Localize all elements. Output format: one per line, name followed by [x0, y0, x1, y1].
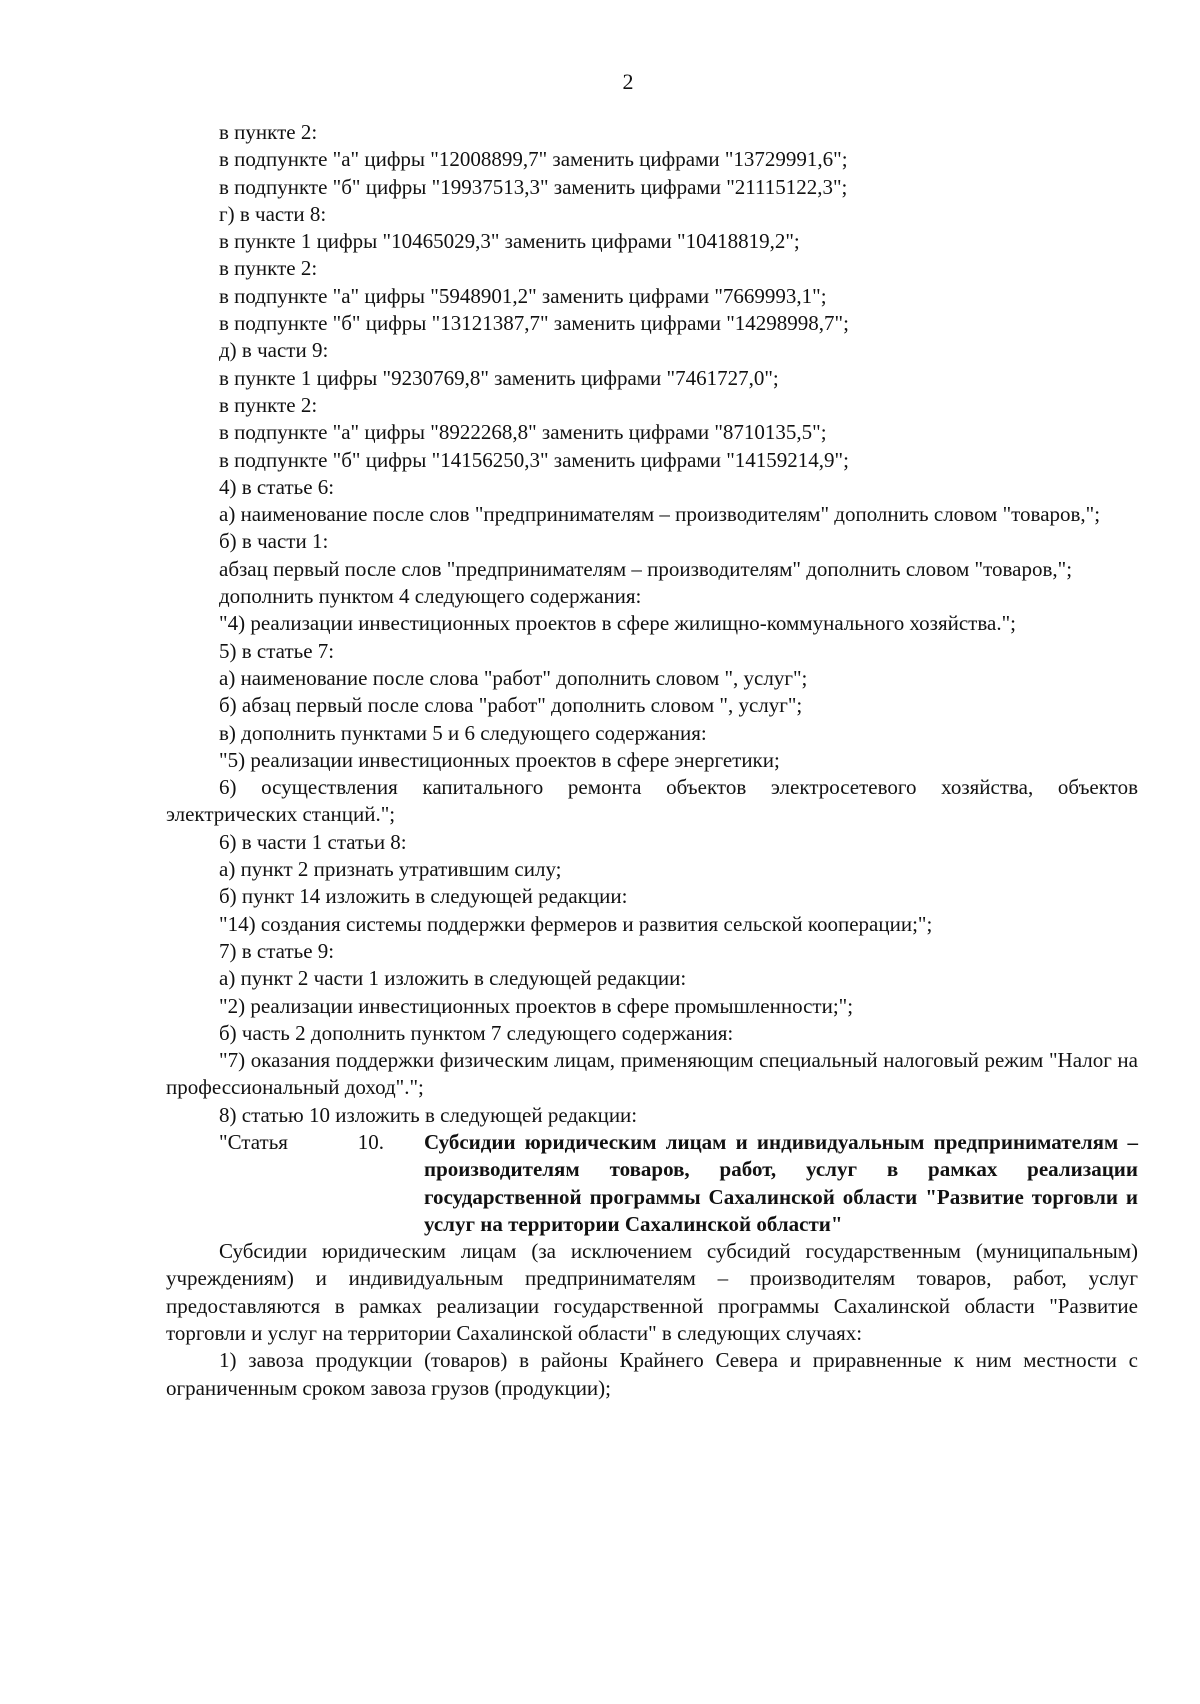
- article-word: "Статья: [219, 1129, 288, 1154]
- text-line: б) часть 2 дополнить пунктом 7 следующего содержания:: [219, 1020, 734, 1045]
- text-line: в подпункте "б" цифры "19937513,3" заменить цифрами "21115122,3";: [219, 174, 848, 199]
- text-line: в пункте 1 цифры "9230769,8" заменить цифрами "7461727,0";: [219, 365, 779, 390]
- text-line: б) пункт 14 изложить в следующей редакции:: [219, 884, 628, 909]
- text-line: 7) в статье 9:: [219, 938, 335, 963]
- text-line: "2) реализации инвестиционных проектов в сфере промышленности;";: [219, 993, 854, 1018]
- text-line: 6) в части 1 статьи 8:: [219, 829, 407, 854]
- text-line: в подпункте "а" цифры "8922268,8" заменить цифрами "8710135,5";: [219, 420, 827, 445]
- text-line: в подпункте "б" цифры "14156250,3" заменить цифрами "14159214,9";: [219, 447, 849, 472]
- text-line: в) дополнить пунктами 5 и 6 следующего содержания:: [219, 720, 707, 745]
- article-number: 10.: [357, 1129, 384, 1154]
- text-line: в подпункте "а" цифры "12008899,7" заменить цифрами "13729991,6";: [219, 147, 848, 172]
- text-line: "5) реализации инвестиционных проектов в сфере энергетики;: [219, 747, 780, 772]
- text-line: в пункте 2:: [219, 256, 318, 281]
- text-line: в подпункте "а" цифры "5948901,2" заменить цифрами "7669993,1";: [219, 283, 827, 308]
- page-number: 2: [622, 69, 634, 94]
- text-line: а) пункт 2 части 1 изложить в следующей редакции:: [219, 966, 687, 991]
- text-line: в пункте 2:: [219, 120, 318, 144]
- document-body: [166, 119, 1138, 1402]
- text-line: в подпункте "б" цифры "13121387,7" заменить цифрами "14298998,7";: [219, 311, 849, 336]
- article-label: [166, 1129, 424, 1238]
- text-paragraph: а) наименование после слов "предпринимателям – производителям" дополнить словом "товаров,";: [219, 502, 1101, 527]
- text-line: в пункте 1 цифры "10465029,3" заменить цифрами "10418819,2";: [219, 229, 800, 254]
- article-title: Субсидии юридическим лицам и индивидуальным предпринимателям – производителям товаров, работ, услуг в рамках реализации государственной программы Сахалинской области "Развитие торговли и услуг на территории Сахалинской области": [424, 1129, 1138, 1236]
- text-line: "14) создания системы поддержки фермеров и развития сельской кооперации;";: [219, 911, 933, 936]
- text-line: г) в части 8:: [219, 201, 327, 226]
- text-paragraph: абзац первый после слов "предпринимателям – производителям" дополнить словом "товаров,";: [219, 556, 1073, 581]
- article-heading: [166, 1129, 1138, 1238]
- text-paragraph: "4) реализации инвестиционных проектов в сфере жилищно-коммунального хозяйства.";: [219, 611, 1016, 636]
- text-line: б) в части 1:: [219, 529, 329, 554]
- text-line: 5) в статье 7:: [219, 638, 335, 663]
- text-paragraph: "7) оказания поддержки физическим лицам, применяющим специальный налоговый режим "Налог на профессиональный доход".";: [166, 1048, 1138, 1100]
- text-paragraph: 6) осуществления капитального ремонта объектов электросетевого хозяйства, объектов электрических станций.";: [166, 775, 1138, 827]
- text-line: б) абзац первый после слова "работ" дополнить словом ", услуг";: [219, 693, 803, 718]
- text-line: 8) статью 10 изложить в следующей редакции:: [219, 1102, 638, 1127]
- text-line: д) в части 9:: [219, 338, 329, 363]
- text-line: 4) в статье 6:: [219, 474, 335, 499]
- item-1-paragraph: 1) завоза продукции (товаров) в районы Крайнего Севера и приравненные к ним местности с ограниченным сроком завоза грузов (продукции);: [166, 1348, 1138, 1400]
- text-line: в пункте 2:: [219, 392, 318, 417]
- text-line: а) пункт 2 признать утратившим силу;: [219, 857, 562, 882]
- text-line: а) наименование после слова "работ" дополнить словом ", услуг";: [219, 665, 808, 690]
- subsidies-paragraph: Субсидии юридическим лицам (за исключением субсидий государственным (муниципальным) учреждениям) и индивидуальным предпринимателям – производителям товаров, работ, услуг предоставляются в рамках реализации государственной программы Сахалинской области "Развитие торговли и услуг на территории Сахалинской области" в следующих случаях:: [166, 1239, 1138, 1346]
- text-line: дополнить пунктом 4 следующего содержания:: [219, 584, 642, 609]
